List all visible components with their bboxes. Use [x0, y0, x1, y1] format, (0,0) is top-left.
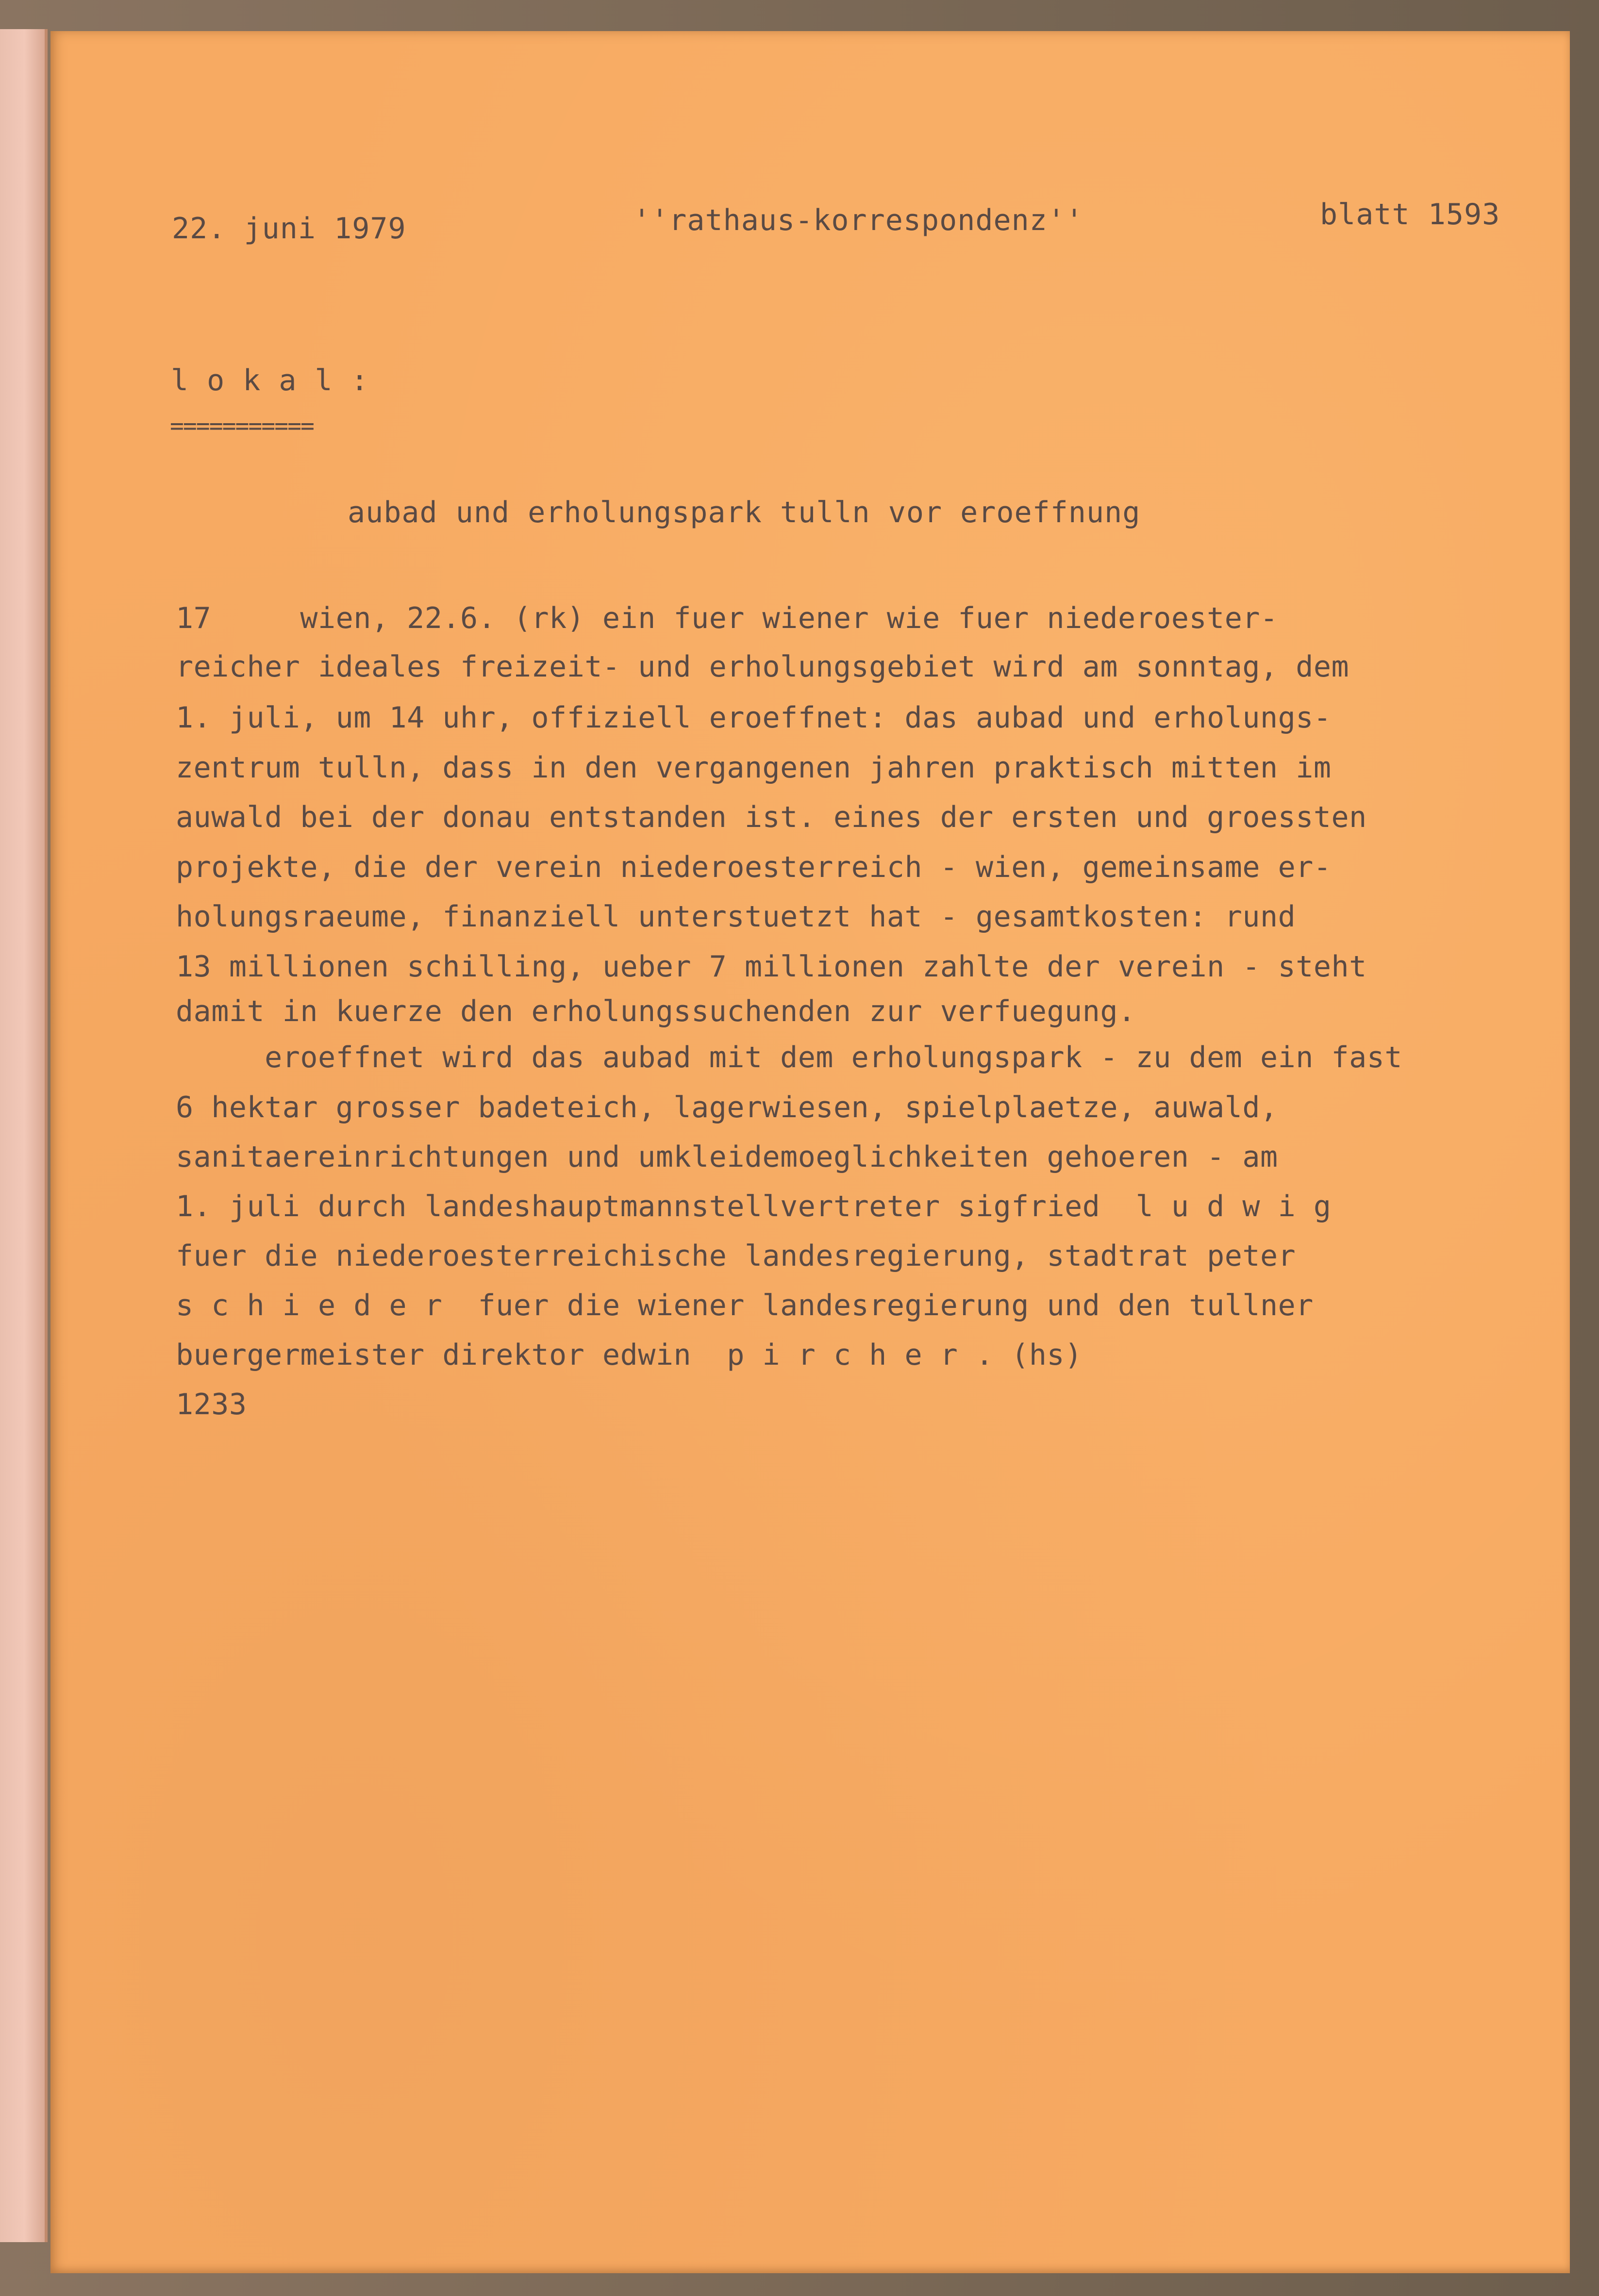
- article-headline: aubad und erholungspark tulln vor eroeffnung: [348, 496, 1141, 529]
- section-underline: ===========: [170, 413, 314, 440]
- section-label: lokal:: [171, 363, 387, 397]
- article-line: projekte, die der verein niederoesterreich - wien, gemeinsame er-: [176, 850, 1332, 884]
- document-page: [50, 31, 1570, 2273]
- article-line: s c h i e d e r fuer die wiener landesregierung und den tullner: [176, 1288, 1314, 1322]
- header-date: 22. juni 1979: [172, 212, 406, 246]
- article-line: holungsraeume, finanziell unterstuetzt hat - gesamtkosten: rund: [176, 900, 1296, 934]
- article-reference-number: 1233: [176, 1388, 247, 1421]
- article-line: damit in kuerze den erholungssuchenden zur verfuegung.: [176, 994, 1136, 1028]
- article-line: 6 hektar grosser badeteich, lagerwiesen, spielplaetze, auwald,: [176, 1090, 1278, 1124]
- article-line: eroeffnet wird das aubad mit dem erholungspark - zu dem ein fast: [176, 1041, 1402, 1074]
- article-line: 13 millionen schilling, ueber 7 millionen zahlte der verein - steht: [176, 950, 1367, 984]
- article-line: sanitaereinrichtungen und umkleidemoeglichkeiten gehoeren - am: [176, 1140, 1278, 1174]
- adjacent-page-edge: [0, 29, 48, 2242]
- article-line: 1. juli durch landeshauptmannstellvertreter sigfried l u d w i g: [176, 1189, 1332, 1223]
- article-line: buergermeister direktor edwin p i r c h e r . (hs): [176, 1338, 1083, 1372]
- article-line: auwald bei der donau entstanden ist. eines der ersten und groessten: [176, 800, 1367, 834]
- header-publication: ''rathaus-korrespondenz'': [633, 203, 1084, 237]
- article-line: 17 wien, 22.6. (rk) ein fuer wiener wie fuer niederoester-: [176, 601, 1278, 635]
- header-sheet-number: blatt 1593: [1320, 198, 1500, 231]
- article-line: reicher ideales freizeit- und erholungsgebiet wird am sonntag, dem: [176, 650, 1349, 684]
- article-line: 1. juli, um 14 uhr, offiziell eroeffnet: das aubad und erholungs-: [176, 701, 1332, 735]
- article-line: fuer die niederoesterreichische landesregierung, stadtrat peter: [176, 1239, 1296, 1273]
- article-line: zentrum tulln, dass in den vergangenen jahren praktisch mitten im: [176, 751, 1332, 785]
